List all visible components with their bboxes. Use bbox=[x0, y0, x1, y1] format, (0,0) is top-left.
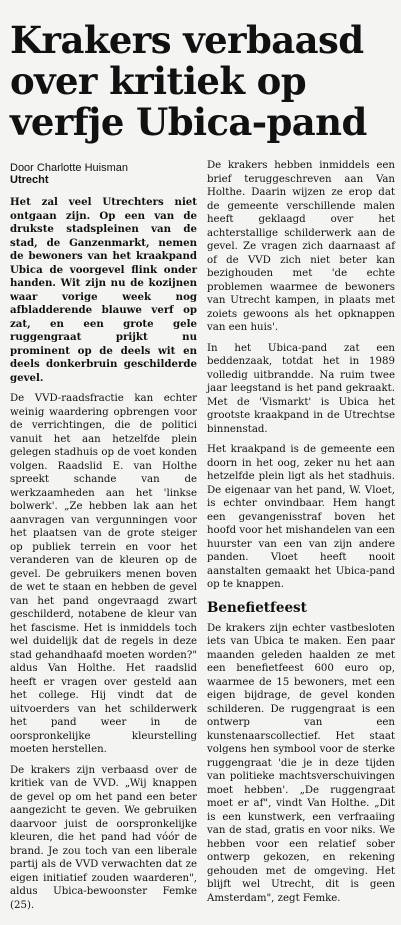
body-paragraph: Het kraakpand is de gemeente een doorn in het oog, zeker nu het aan hetzelfde plein ligt als het stadhuis. De eigenaar van het pand, W. Vloet, is echter onvindbaar. Hem hangt een gevangenisstraf boven het hoofd voor het mishandelen van een huurster van een van zijn andere panden. Vloet heeft nooit aanstalten gemaakt het Ubica-pand op te knappen. bbox=[207, 444, 395, 590]
left-column bbox=[10, 196, 197, 919]
byline: Door Charlotte Huisman bbox=[10, 162, 128, 174]
body-paragraph: De krakers zijn echter vastbesloten iets van Ubica te maken. Een paar maanden geleden haalden ze met een benefietfeest 600 euro op, waarmee de 15 bewoners, met een eigen bijdrage, de gevel konden schilderen. De ruggengraat is een ontwerp van een kunstenaarscollectief. Het staat volgens hen symbool voor de sterke ruggengraat 'die je in deze tijden van politieke machtsverschuivingen moet hebben'. „De ruggengraat moet er af", vindt Van Holthe. „Dit is een kunstwerk, een verfraaiing van de stad, gratis en voor niks. We hebben voor een relatief sober ontwerp gekozen, en rekening gehouden met de omgeving. Het blijft wel Utrecht, dit is geen Amsterdam", zegt Femke. bbox=[207, 622, 395, 904]
headline-line: Krakers verbaasd bbox=[10, 18, 364, 62]
right-column bbox=[207, 159, 395, 912]
body-paragraph: De VVD-raadsfractie kan echter weinig waardering opbrengen voor de verrichtingen, die de politici vanuit het aan hetzelfde plein gelegen stadhuis op de voet konden volgen. Raadslid E. van Holthe spreekt schande van de werkzaamheden aan het 'linkse bolwerk'. „Ze hebben lak aan het aanvragen van vergunningen voor het plaatsen van de grote steiger op publiek terrein en voor het veranderen van de kleuren op de gevel. De gebruikers menen boven de wet te staan en hebben de gevel van het pand ongevraagd zwart geschilderd, notabene de kleur van het fascisme. Het is inmiddels toch wel duidelijk dat de regels in deze stad gehandhaafd moeten worden?" aldus Van Holthe. Het raadslid heeft er vragen over gesteld aan het college. Hij vindt dat de uitvoerders van het schilderwerk het pand weer in de oorspronkelijke kleurstelling moeten herstellen. bbox=[10, 393, 197, 755]
headline-line: verfje Ubica-pand bbox=[10, 100, 367, 144]
body-paragraph: De krakers zijn verbaasd over de kritiek van de VVD. „Wij knappen de gevel op om het pand een beter aangezicht te geven. We gebruiken daarvoor juist de oorspronkelijke kleuren, die het pand had vóór de brand. Je zou toch van een liberale partij als de VVD verwachten dat ze eigen initiatief zouden waarderen", aldus Ubica-bewoonster Femke (25). bbox=[10, 764, 197, 911]
body-paragraph: De krakers hebben inmiddels een brief teruggeschreven aan Van Holthe. Daarin wijzen ze erop dat de gemeente verschillende malen heeft geklaagd over het achterstallige schilderwerk aan de gevel. Ze vragen zich daarnaast af of de VVD zich niet beter kan bezighouden met 'de echte problemen waarmee de bewoners van Utrecht kampen, in plaats met zoiets gewoons als het opknappen van een huis'. bbox=[207, 160, 395, 333]
headline bbox=[10, 20, 395, 143]
headline-line: over kritiek op bbox=[10, 59, 307, 103]
subheading: Benefietfeest bbox=[207, 599, 307, 616]
lead-paragraph: Het zal veel Utrechters niet ontgaan zijn. Op een van de drukste stadspleinen van de stad, de Ganzenmarkt, nemen de bewoners van het kraakpand Ubica de voorgevel flink onder handen. Wit zijn nu de kozijnen waar vorige week nog afbladderende blauwe verf op zat, en een grote gele ruggengraat prijkt nu prominent op de deels wit en deels donkerbruin geschilderde gevel. bbox=[10, 196, 197, 384]
dateline: Utrecht bbox=[10, 174, 49, 186]
body-paragraph: In het Ubica-pand zat een beddenzaak, totdat het in 1989 volledig uitbrandde. Na ruim twee jaar leegstand is het pand gekraakt. Met de 'Vismarkt' is Ubica het grootste kraakpand in de Utrechtse binnenstad. bbox=[207, 342, 395, 435]
